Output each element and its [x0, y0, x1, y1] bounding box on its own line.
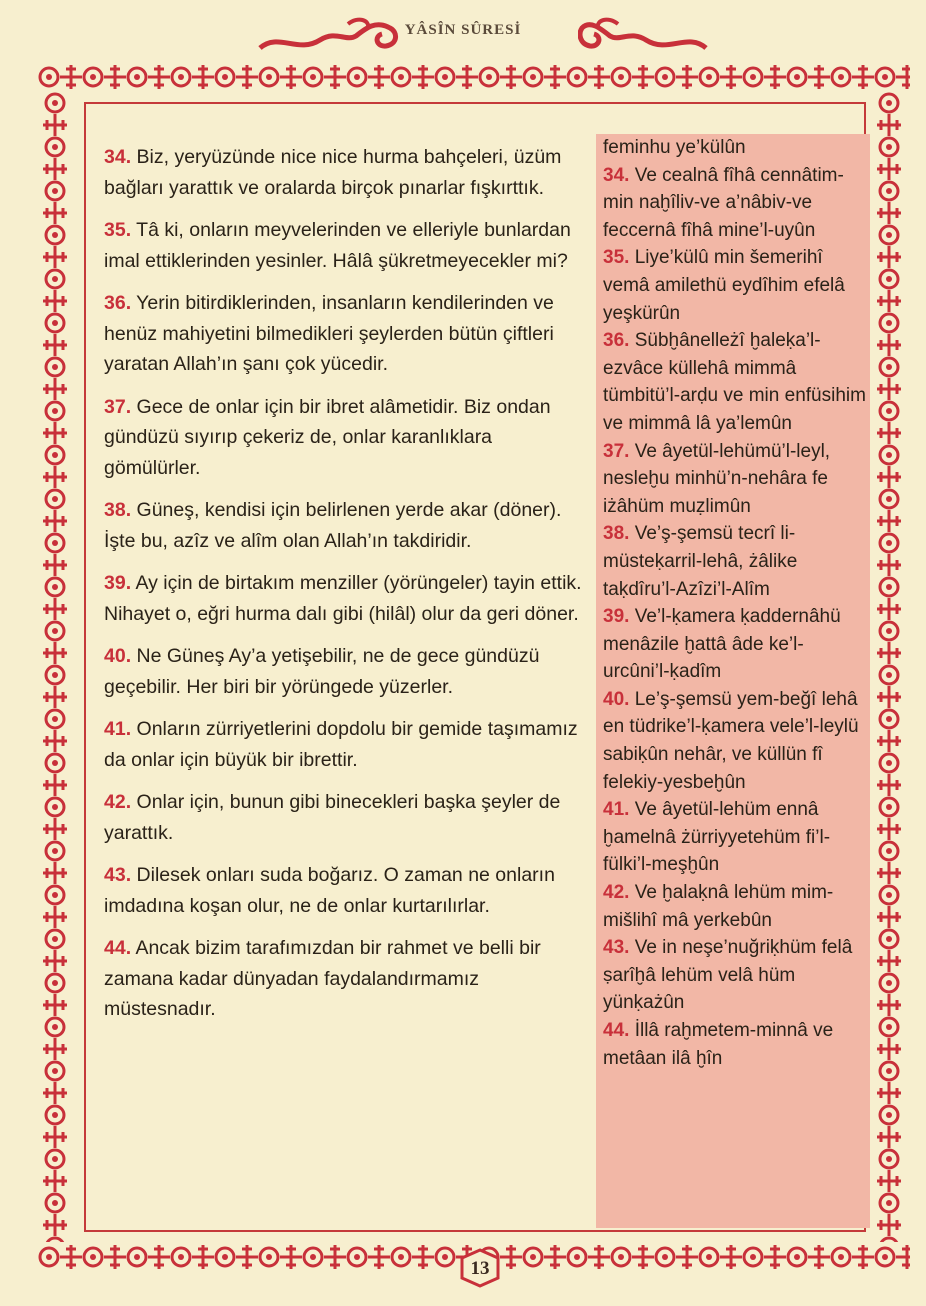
page-number: 13	[470, 1258, 490, 1279]
verse-number: 41.	[603, 799, 630, 821]
verse-number: 35.	[603, 247, 630, 269]
verse-number: 40.	[603, 688, 630, 710]
translation-verse	[104, 215, 582, 276]
translation-column	[104, 142, 582, 1037]
verse-number: 41.	[104, 718, 132, 740]
translation-verse	[104, 142, 582, 203]
verse-number: 34.	[104, 146, 132, 168]
verse-text: Güneş, kendisi için belirlenen yerde akar (döner). İşte bu, azîz ve alîm olan Allah’ın takdiridir.	[104, 499, 562, 552]
verse-number: 38.	[104, 499, 132, 521]
verse-text: Liye’külû min šemerihî vemâ amilethü eydîhim efelâ yeşkürûn	[603, 247, 845, 324]
verse-number: 42.	[603, 882, 630, 904]
transliteration-verse	[603, 879, 870, 934]
transliteration-verse	[603, 796, 870, 879]
transliteration-column	[596, 134, 870, 1228]
transliteration-verse	[603, 162, 870, 245]
transliteration-verse	[603, 244, 870, 327]
transliteration-verse	[603, 934, 870, 1017]
verse-text: Sübḫânelleżî ḫaleḳa’l-ezvâce küllehâ mimmâ tümbitü’l-arḍu ve min enfüsihim ve mimmâ lâ ya’lemûn	[603, 330, 866, 434]
surah-title: YÂSÎN SÛRESİ	[404, 22, 522, 38]
verse-text: Ve’ş-şemsü tecrî li-müsteḳarril-lehâ, żâlike taḳdîru’l-Azîzi’l-Alîm	[603, 523, 798, 600]
verse-number: 40.	[104, 645, 132, 667]
verse-text: Ve in neşe’nuğriḳhüm felâ ṣarîḫâ lehüm velâ hüm yünḳażûn	[603, 937, 853, 1014]
verse-text: Onların zürriyetlerini dopdolu bir gemide taşımamız da onlar için büyük bir ibrettir.	[104, 718, 578, 771]
transliteration-intro: feminhu ye’külûn	[603, 137, 746, 158]
verse-number: 39.	[603, 606, 630, 628]
verse-number: 44.	[603, 1020, 630, 1041]
translation-verse	[104, 714, 582, 775]
verse-text: Onlar için, bunun gibi binecekleri başka şeyler de yarattık.	[104, 791, 561, 844]
verse-text: Le’ş-şemsü yem-beğî lehâ en tüdrike’l-ḳamera vele’l-leylü sabiḳûn nehâr, ve küllün fî felekiy-yesbeḫûn	[603, 688, 859, 793]
verse-text: Ve ḫalaḳnâ lehüm mim-mišlihî mâ yerkebûn	[603, 882, 834, 931]
verse-number: 44.	[104, 937, 132, 959]
transliteration-verse	[603, 438, 870, 521]
verse-number: 43.	[104, 864, 132, 886]
verse-text: Ve âyetül-lehüm ennâ ḫamelnâ żürriyyetehüm fi’l-fülki’l-meşḫûn	[603, 799, 831, 876]
right-decorative-border	[872, 92, 906, 1242]
verse-number: 37.	[104, 395, 132, 418]
transliteration-verse	[603, 327, 870, 437]
verse-text: Ancak bizim tarafımızdan bir rahmet ve belli bir zamana kadar dünyadan faydalandırmamız müstesnadır.	[104, 937, 541, 1020]
verse-number: 37.	[603, 440, 630, 462]
verse-text: Ve âyetül-lehümü’l-leyl, nesleḫu minhü’n-nehâra fe iżâhüm muẓlimûn	[603, 440, 831, 517]
verse-number: 35.	[104, 219, 132, 241]
verse-text: Yerin bitirdiklerinden, insanların kendilerinden ve henüz mahiyetini bilmedikleri şeylerden bütün çiftleri yaratan Allah’ın şanı çok yücedir.	[104, 292, 554, 375]
translation-verse	[104, 860, 582, 921]
verse-number: 36.	[104, 292, 132, 314]
verse-text: Ve’l-ḳamera ḳaddernâhü menâzile ḫattâ âde ke’l-urcûni’l-ḳadîm	[603, 606, 841, 683]
translation-verse	[104, 495, 582, 556]
verse-text: Ne Güneş Ay’a yetişebilir, ne de gece gündüzü geçebilir. Her biri bir yörüngede yüzerler.	[104, 645, 540, 698]
verse-number: 42.	[104, 791, 132, 813]
verse-text: Tâ ki, onların meyvelerinden ve elleriyle bunlardan imal ettiklerinden yesinler. Hâlâ şükretmeyecekler mi?	[104, 219, 571, 272]
transliteration-verse	[603, 520, 870, 603]
transliteration-verse	[603, 686, 870, 796]
verse-number: 38.	[603, 523, 630, 545]
translation-verse	[104, 392, 582, 484]
verse-text: Dilesek onları suda boğarız. O zaman ne onların imdadına koşan olur, ne de onlar kurtarılırlar.	[104, 864, 555, 917]
top-decorative-border	[38, 60, 910, 94]
verse-text: İllâ raḫmetem-minnâ ve metâan ilâ ḫîn	[603, 1020, 834, 1069]
verse-text: Biz, yeryüzünde nice nice hurma bahçeleri, üzüm bağları yarattık ve oralarda birçok pınarlar fışkırttık.	[104, 146, 562, 199]
transliteration-verse	[603, 1017, 870, 1072]
verse-text: Ve cealnâ fîhâ cennâtim-min naḫîliv-ve a’nâbiv-ve feccernâ fîhâ mine’l-uyûn	[603, 164, 844, 241]
verse-text: Ay için de birtakım menziller (yörüngeler) tayin ettik. Nihayet o, eğri hurma dalı gibi (hilâl) olur da geri döner.	[104, 572, 582, 625]
translation-verse	[104, 787, 582, 848]
left-decorative-border	[38, 92, 72, 1242]
verse-number: 34.	[603, 164, 630, 186]
verse-text: Gece de onlar için bir ibret alâmetidir. Biz ondan gündüzü sıyırıp çekeriz de, onlar karanlıklara gömülürler.	[104, 395, 551, 479]
verse-number: 36.	[603, 330, 630, 352]
translation-verse	[104, 288, 582, 380]
page-header	[0, 0, 926, 62]
translation-verse	[104, 568, 582, 629]
translation-verse	[104, 933, 582, 1025]
right-swirl-ornament	[578, 14, 708, 58]
verse-number: 39.	[104, 572, 132, 594]
translation-verse	[104, 641, 582, 702]
transliteration-verse	[603, 603, 870, 686]
verse-number: 43.	[603, 937, 630, 959]
